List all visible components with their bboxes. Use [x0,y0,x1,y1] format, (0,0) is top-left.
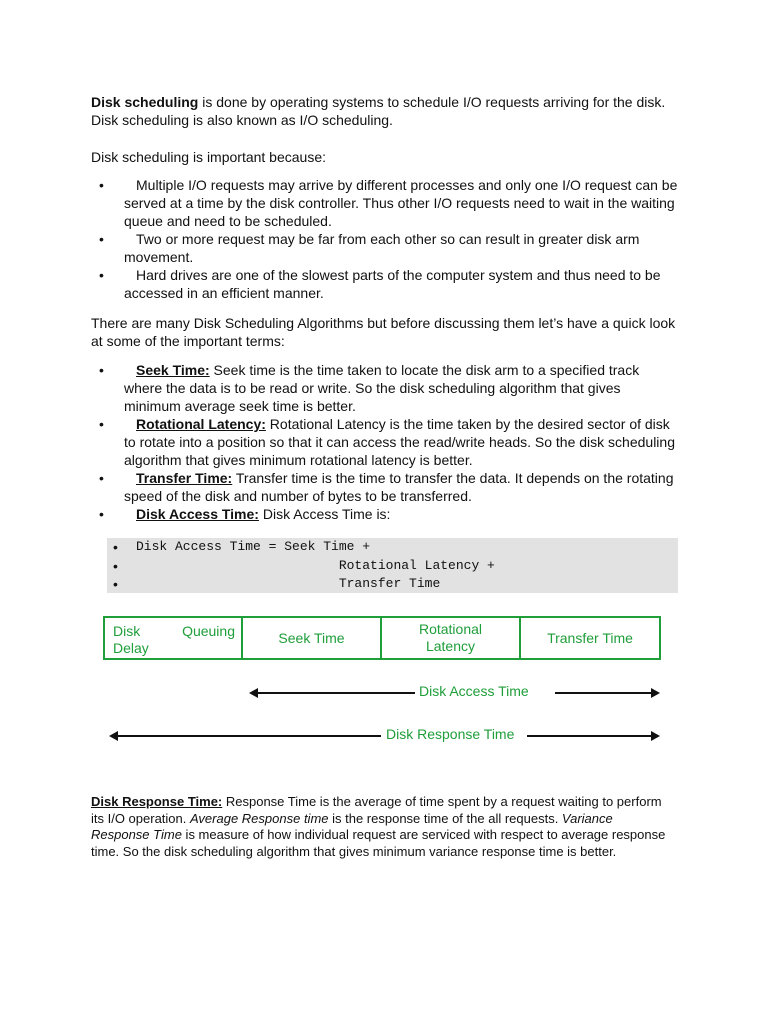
importance-list [91,176,681,302]
response-text-2: is the response time of the all requests. [328,810,562,826]
disk-response-time-arrow [109,726,661,746]
response-text-1: Response Time is the average of time spent by a request waiting to perform its I/O operation. [91,794,662,826]
formula-text: Disk Access Time = Seek Time + [136,539,371,554]
term-rotational-text: Rotational Latency is the time taken by the desired sector of disk to rotate into a position so that it can access the read/write heads. So the disk scheduling algorithm that gives minimum rotational latency is better. [124,416,675,468]
response-text-3: is measure of how individual request are serviced with respect to average response time. So the disk scheduling algorithm that gives minimum variance response time is better. [91,827,666,859]
disk-response-time-label: Disk Response Time [386,726,515,742]
bullet-icon: • [99,506,104,522]
disk-access-time-arrow [249,683,661,703]
term-disk-response-time: Disk Response Time: [91,794,223,809]
list-item [91,361,681,415]
formula-line [107,575,678,594]
list-item-text: Multiple I/O requests may arrive by different processes and only one I/O request can be served at a time by the disk controller. Thus other I/O requests need to wait in the waiting queue and need to be scheduled. [124,177,678,229]
arrow-right-icon [651,731,660,741]
term-access-text: Disk Access Time is: [258,506,391,522]
list-item [91,415,681,469]
list-item-text: Two or more request may be far from each other so can result in greater disk arm movement. [124,231,640,265]
bullet-icon: • [113,576,118,592]
list-item-text: Hard drives are one of the slowest parts of the computer system and thus need to be accessed in an efficient manner. [124,267,661,301]
term-seek-text: Seek time is the time taken to locate the disk arm to a specified track where the data is to be read or write. So the disk scheduling algorithm that gives minimum average seek time is better. [124,362,640,414]
formula-text: Transfer Time [136,576,441,591]
cell-disk-queuing-delay [103,616,243,660]
bullet-icon: • [99,470,104,486]
bullet-icon: • [99,231,104,247]
arrow-right-icon [651,688,660,698]
arrow-line [255,692,415,694]
term-transfer-text: Transfer time is the time to transfer the data. It depends on the rotating speed of the disk and number of bytes to be transferred. [124,470,674,504]
terms-list [91,361,681,523]
disk-time-diagram [103,616,661,742]
cell-queuing-right-text: Queuing [182,623,235,639]
disk-access-time-label: Disk Access Time [419,683,529,699]
list-item [91,266,681,302]
diagram-box-row [103,616,661,660]
arrow-line [115,735,381,737]
importance-heading: Disk scheduling is important because: [91,149,327,165]
bullet-icon: • [99,362,104,378]
bullet-icon: • [99,416,104,432]
list-item [91,469,681,505]
arrow-line [527,735,655,737]
cell-seek-time: Seek Time [243,616,382,660]
cell-queuing-bottom-text: Delay [113,640,149,656]
bullet-icon: • [99,177,104,193]
response-italic-1: Average Response time [190,810,329,826]
response-italic-2: Variance Response Time [91,810,613,842]
term-seek-time: Seek Time: [136,362,210,378]
cell-rotational-latency: Rotational Latency [382,616,521,660]
bullet-icon: • [99,267,104,283]
bullet-icon: • [113,557,118,574]
cell-queuing-left-text: Disk [113,623,141,639]
list-item [91,230,681,266]
term-disk-access-time: Disk Access Time: [136,506,259,522]
intro-paragraph [91,93,681,129]
formula-text: Rotational Latency + [136,557,495,573]
terms-intro: There are many Disk Scheduling Algorithms but before discussing them let’s have a quick look at some of the important terms: [91,315,676,349]
list-item [91,176,681,230]
cell-transfer-time: Transfer Time [521,616,661,660]
intro-lead: Disk scheduling [91,94,199,110]
term-transfer-time: Transfer Time: [136,470,233,486]
term-rotational-latency: Rotational Latency: [136,416,266,432]
response-time-paragraph [91,794,671,860]
document-body [91,93,681,523]
formula-line [107,538,678,557]
bullet-icon: • [113,539,118,555]
formula-line [107,557,678,576]
intro-text: is done by operating systems to schedule I/O requests arriving for the disk. Disk scheduling is also known as I/O scheduling. [91,94,666,128]
arrow-line [555,692,655,694]
list-item [91,505,681,523]
formula-block [107,538,678,593]
